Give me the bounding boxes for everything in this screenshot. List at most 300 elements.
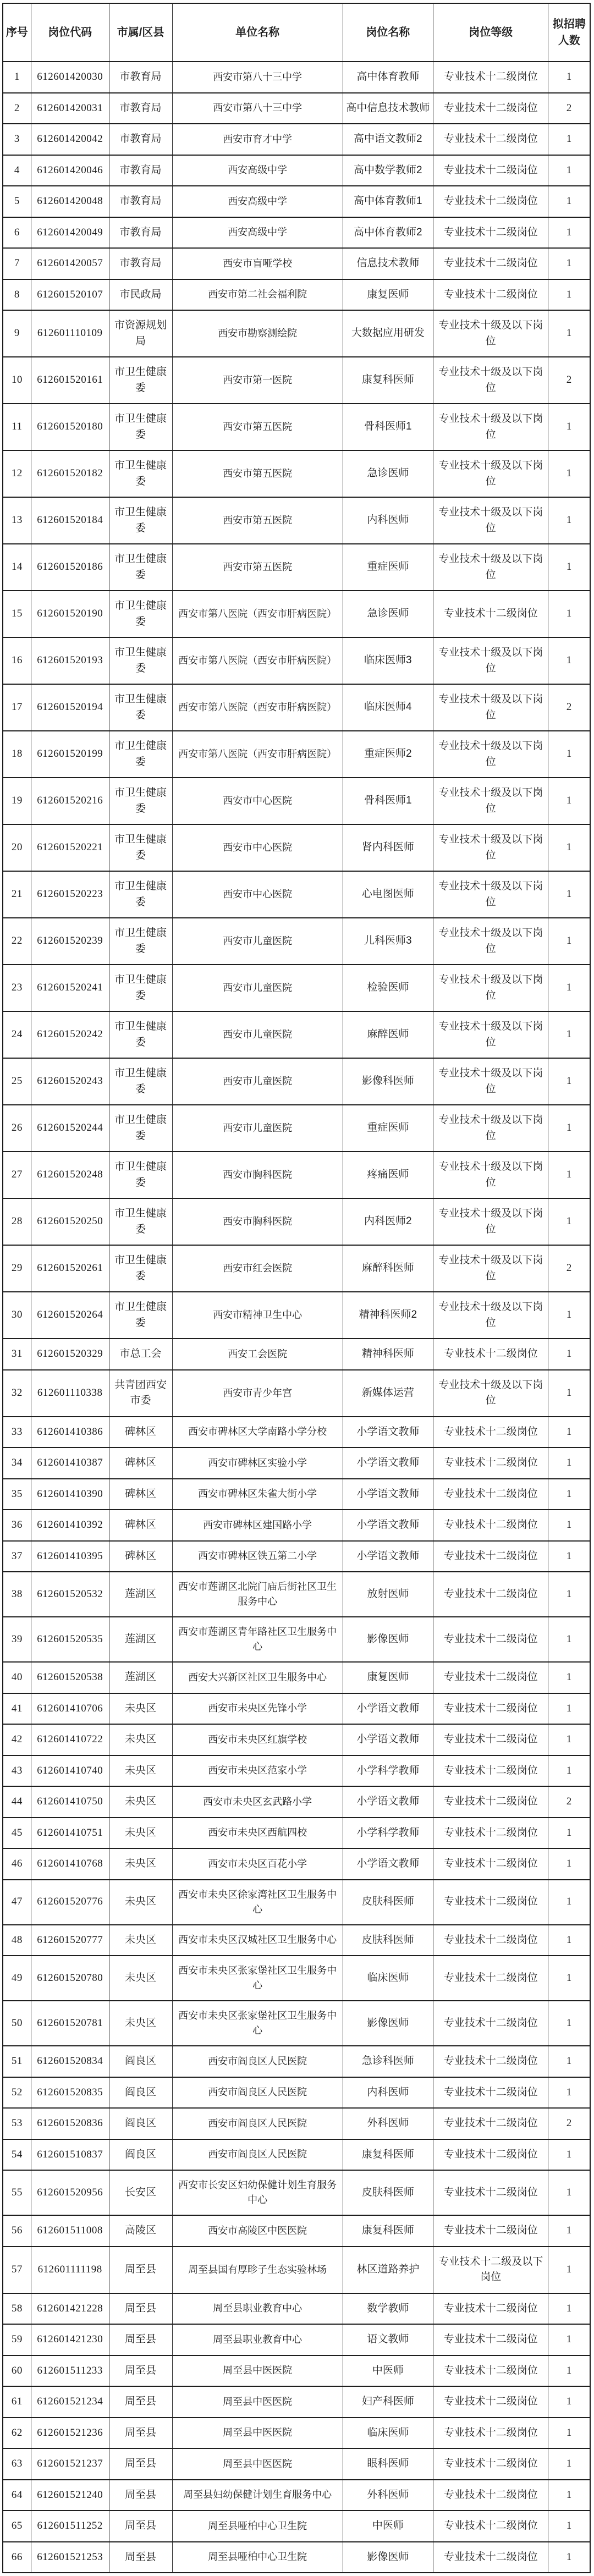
level-cell: 专业技术十二级岗位 [433,1510,548,1541]
unit-cell: 周至县中医医院 [172,2448,343,2480]
level-cell: 专业技术十二级岗位 [433,1956,548,2001]
unit-cell: 西安市勘察测绘院 [172,310,343,357]
district-cell: 周至县 [109,2511,172,2542]
level-cell: 专业技术十二级岗位 [433,2448,548,2480]
level-cell: 专业技术十级及以下岗位 [433,1011,548,1058]
code-cell: 612601520538 [31,1662,109,1693]
level-cell: 专业技术十二级岗位 [433,1693,548,1725]
district-cell: 长安区 [109,2170,172,2215]
unit-cell: 西安工会医院 [172,1339,343,1370]
district-cell: 未央区 [109,1925,172,1956]
level-cell: 专业技术十二级岗位 [433,2386,548,2418]
unit-cell: 西安市阎良区人民医院 [172,2046,343,2077]
position-cell: 重症医师2 [343,731,433,778]
position-cell: 精神科医师 [343,1339,433,1370]
district-cell: 市卫生健康委 [109,544,172,591]
table-row [3,684,590,731]
table-row [3,637,590,684]
no-cell: 55 [3,2170,31,2215]
table-row [3,2542,590,2573]
count-cell: 1 [548,1956,590,2001]
no-cell: 2 [3,93,31,124]
count-cell: 1 [548,2448,590,2480]
no-cell: 13 [3,497,31,544]
no-cell: 40 [3,1662,31,1693]
position-cell: 小学语文教师 [343,1786,433,1818]
unit-cell: 周至县国有厚畛子生态实验林场 [172,2247,343,2293]
count-cell: 1 [548,1572,590,1617]
table-body [3,62,590,2573]
position-cell: 数学教师 [343,2293,433,2325]
level-cell: 专业技术十二级岗位 [433,2077,548,2109]
no-cell: 22 [3,918,31,965]
district-cell: 莲湖区 [109,1662,172,1693]
table-row [3,2448,590,2480]
no-cell: 52 [3,2077,31,2109]
district-cell: 莲湖区 [109,1617,172,1662]
level-cell: 专业技术十二级岗位 [433,1818,548,1849]
level-cell: 专业技术十二级岗位 [433,2108,548,2139]
count-cell: 1 [548,591,590,637]
code-cell: 612601410722 [31,1724,109,1755]
position-cell: 康复科医师 [343,2215,433,2247]
no-cell: 11 [3,404,31,450]
code-cell: 612601520244 [31,1105,109,1152]
no-cell: 33 [3,1417,31,1448]
code-cell: 612601520776 [31,1880,109,1925]
no-cell: 38 [3,1572,31,1617]
table-row [3,2046,590,2077]
district-cell: 高陵区 [109,2215,172,2247]
unit-cell: 西安市红会医院 [172,1245,343,1292]
unit-cell: 西安市胸科医院 [172,1152,343,1198]
no-cell: 12 [3,450,31,497]
table-row [3,279,590,311]
code-cell: 612601511233 [31,2355,109,2387]
district-cell: 市卫生健康委 [109,731,172,778]
code-cell: 612601410386 [31,1417,109,1448]
level-cell: 专业技术十级及以下岗位 [433,357,548,404]
district-cell: 市资源规划局 [109,310,172,357]
table-row [3,1198,590,1245]
no-cell: 16 [3,637,31,684]
count-cell: 1 [548,310,590,357]
district-cell: 市卫生健康委 [109,918,172,965]
code-cell: 612601520184 [31,497,109,544]
code-cell: 612601520199 [31,731,109,778]
unit-cell: 西安市莲湖区北院门庙后街社区卫生服务中心 [172,1572,343,1617]
district-cell: 市卫生健康委 [109,357,172,404]
no-cell: 59 [3,2324,31,2355]
district-cell: 市卫生健康委 [109,871,172,918]
level-cell: 专业技术十级及以下岗位 [433,1370,548,1417]
count-cell: 1 [548,2355,590,2387]
count-cell: 1 [548,1011,590,1058]
table-row [3,2480,590,2511]
code-cell: 612601520161 [31,357,109,404]
district-cell: 市卫生健康委 [109,591,172,637]
district-cell: 碑林区 [109,1510,172,1541]
table-row [3,2324,590,2355]
code-cell: 612601410768 [31,1848,109,1880]
table-row [3,1245,590,1292]
code-cell: 612601520329 [31,1339,109,1370]
level-cell: 专业技术十二级及以下岗位 [433,2247,548,2293]
level-cell: 专业技术十二级岗位 [433,1786,548,1818]
position-cell: 影像医师 [343,1617,433,1662]
district-cell: 未央区 [109,1848,172,1880]
count-cell: 1 [548,637,590,684]
position-cell: 皮肤科医师 [343,1925,433,1956]
unit-cell: 西安市未央区玄武路小学 [172,1786,343,1818]
table-row [3,871,590,918]
table-row [3,1541,590,1572]
no-cell: 28 [3,1198,31,1245]
count-cell: 1 [548,1105,590,1152]
unit-cell: 西安市莲湖区青年路社区卫生服务中心 [172,1617,343,1662]
code-cell: 612601420031 [31,93,109,124]
position-cell: 内科医师 [343,497,433,544]
position-cell: 高中信息技术教师 [343,93,433,124]
code-cell: 612601520190 [31,591,109,637]
unit-cell: 西安市碑林区建国路小学 [172,1510,343,1541]
table-row [3,1105,590,1152]
no-cell: 45 [3,1818,31,1849]
table-row [3,310,590,357]
count-cell: 1 [548,2293,590,2325]
no-cell: 39 [3,1617,31,1662]
unit-cell: 西安市阎良区人民医院 [172,2108,343,2139]
code-cell: 612601410392 [31,1510,109,1541]
district-cell: 碑林区 [109,1447,172,1479]
level-cell: 专业技术十二级岗位 [433,279,548,311]
unit-cell: 周至县妇幼保健计划生育服务中心 [172,2480,343,2511]
unit-cell: 西安市阎良区人民医院 [172,2077,343,2109]
unit-cell: 西安市儿童医院 [172,1105,343,1152]
level-cell: 专业技术十二级岗位 [433,2511,548,2542]
unit-cell: 西安市中心医院 [172,778,343,824]
count-cell: 1 [548,1662,590,1693]
table-row [3,2247,590,2293]
level-cell: 专业技术十级及以下岗位 [433,731,548,778]
table-row [3,544,590,591]
table-row [3,1058,590,1105]
code-cell: 612601521240 [31,2480,109,2511]
table-row [3,2077,590,2109]
level-cell: 专业技术十二级岗位 [433,2293,548,2325]
position-cell: 小学科学教师 [343,1818,433,1849]
position-cell: 骨科医师1 [343,778,433,824]
level-cell: 专业技术十二级岗位 [433,1479,548,1510]
unit-cell: 西安市第五医院 [172,497,343,544]
unit-cell: 西安市碑林区大学南路小学分校 [172,1417,343,1448]
level-cell: 专业技术十级及以下岗位 [433,1152,548,1198]
unit-cell: 西安市第五医院 [172,404,343,450]
code-cell: 612601520781 [31,2001,109,2046]
table-row [3,1479,590,1510]
level-cell: 专业技术十级及以下岗位 [433,918,548,965]
code-cell: 612601110338 [31,1370,109,1417]
position-cell: 皮肤科医师 [343,2170,433,2215]
level-cell: 专业技术十二级岗位 [433,155,548,186]
position-cell: 急诊科医师 [343,2046,433,2077]
code-cell: 612601410751 [31,1818,109,1849]
count-cell: 1 [548,1058,590,1105]
level-cell: 专业技术十二级岗位 [433,2001,548,2046]
no-cell: 6 [3,217,31,249]
no-cell: 30 [3,1292,31,1339]
unit-cell: 西安市第五医院 [172,450,343,497]
table-row [3,2108,590,2139]
code-cell: 612601520186 [31,544,109,591]
unit-cell: 西安市儿童医院 [172,965,343,1011]
no-cell: 66 [3,2542,31,2573]
district-cell: 市卫生健康委 [109,778,172,824]
level-cell: 专业技术十级及以下岗位 [433,1292,548,1339]
count-cell: 1 [548,1617,590,1662]
table-row [3,2418,590,2449]
code-cell: 612601410740 [31,1755,109,1787]
count-cell: 1 [548,248,590,279]
table-row [3,778,590,824]
unit-cell: 西安市未央区西航四校 [172,1818,343,1849]
no-cell: 21 [3,871,31,918]
unit-cell: 周至县职业教育中心 [172,2293,343,2325]
district-cell: 未央区 [109,1818,172,1849]
count-cell: 2 [548,2108,590,2139]
position-cell: 小学科学教师 [343,1755,433,1787]
position-cell: 新媒体运营 [343,1370,433,1417]
district-cell: 市卫生健康委 [109,1058,172,1105]
position-cell: 小学语文教师 [343,1510,433,1541]
no-cell: 4 [3,155,31,186]
district-cell: 市卫生健康委 [109,1011,172,1058]
position-cell: 麻醉科医师 [343,1245,433,1292]
district-cell: 市卫生健康委 [109,497,172,544]
level-cell: 专业技术十级及以下岗位 [433,965,548,1011]
header-count: 拟招聘人数 [548,3,590,62]
count-cell: 1 [548,1479,590,1510]
unit-cell: 周至县哑柏中心卫生院 [172,2542,343,2573]
table-row [3,1818,590,1849]
district-cell: 市民政局 [109,279,172,311]
level-cell: 专业技术十级及以下岗位 [433,310,548,357]
level-cell: 专业技术十二级岗位 [433,217,548,249]
count-cell: 1 [548,2215,590,2247]
table-row [3,918,590,965]
position-cell: 小学语文教师 [343,1479,433,1510]
level-cell: 专业技术十二级岗位 [433,2324,548,2355]
no-cell: 35 [3,1479,31,1510]
level-cell: 专业技术十二级岗位 [433,1848,548,1880]
unit-cell: 西安市未央区徐家湾社区卫生服务中心 [172,1880,343,1925]
code-cell: 612601520777 [31,1925,109,1956]
header-district: 市属/区县 [109,3,172,62]
code-cell: 612601520107 [31,279,109,311]
no-cell: 36 [3,1510,31,1541]
no-cell: 24 [3,1011,31,1058]
level-cell: 专业技术十二级岗位 [433,1339,548,1370]
position-cell: 重症医师 [343,1105,433,1152]
district-cell: 周至县 [109,2355,172,2387]
code-cell: 612601410390 [31,1479,109,1510]
unit-cell: 西安市育才中学 [172,124,343,155]
count-cell: 1 [548,2324,590,2355]
district-cell: 周至县 [109,2293,172,2325]
no-cell: 29 [3,1245,31,1292]
no-cell: 58 [3,2293,31,2325]
position-cell: 康复医师 [343,1662,433,1693]
position-cell: 小学语文教师 [343,1693,433,1725]
count-cell: 1 [548,2139,590,2171]
unit-cell: 西安市碑林区实验小学 [172,1447,343,1479]
count-cell: 1 [548,279,590,311]
level-cell: 专业技术十二级岗位 [433,93,548,124]
unit-cell: 西安市中心医院 [172,871,343,918]
level-cell: 专业技术十级及以下岗位 [433,684,548,731]
level-cell: 专业技术十二级岗位 [433,2542,548,2573]
district-cell: 阎良区 [109,2139,172,2171]
district-cell: 周至县 [109,2448,172,2480]
header-code: 岗位代码 [31,3,109,62]
count-cell: 1 [548,62,590,93]
unit-cell: 西安市第二社会福利院 [172,279,343,311]
code-cell: 612601520223 [31,871,109,918]
count-cell: 2 [548,357,590,404]
table-row [3,824,590,871]
district-cell: 市卫生健康委 [109,965,172,1011]
count-cell: 1 [548,1510,590,1541]
district-cell: 市教育局 [109,62,172,93]
unit-cell: 西安市第八医院（西安市肝病医院） [172,591,343,637]
position-cell: 小学语文教师 [343,1724,433,1755]
count-cell: 1 [548,450,590,497]
code-cell: 612601420046 [31,155,109,186]
code-cell: 612601511252 [31,2511,109,2542]
level-cell: 专业技术十二级岗位 [433,2418,548,2449]
count-cell: 1 [548,497,590,544]
code-cell: 612601520834 [31,2046,109,2077]
position-cell: 高中体育教师1 [343,186,433,217]
table-row [3,1925,590,1956]
table-row [3,1572,590,1617]
district-cell: 莲湖区 [109,1572,172,1617]
position-cell: 心电图医师 [343,871,433,918]
level-cell: 专业技术十级及以下岗位 [433,824,548,871]
unit-cell: 西安市未央区张家堡社区卫生服务中心 [172,2001,343,2046]
unit-cell: 西安市碑林区朱雀大街小学 [172,1479,343,1510]
count-cell: 1 [548,1198,590,1245]
code-cell: 612601520216 [31,778,109,824]
code-cell: 612601520243 [31,1058,109,1105]
district-cell: 阎良区 [109,2077,172,2109]
position-cell: 内科医师2 [343,1198,433,1245]
position-cell: 小学语文教师 [343,1848,433,1880]
level-cell: 专业技术十级及以下岗位 [433,1105,548,1152]
position-cell: 林区道路养护 [343,2247,433,2293]
level-cell: 专业技术十二级岗位 [433,1662,548,1693]
count-cell: 1 [548,2170,590,2215]
level-cell: 专业技术十级及以下岗位 [433,497,548,544]
unit-cell: 西安市未央区汉城社区卫生服务中心 [172,1925,343,1956]
no-cell: 18 [3,731,31,778]
level-cell: 专业技术十二级岗位 [433,1617,548,1662]
no-cell: 19 [3,778,31,824]
district-cell: 市卫生健康委 [109,450,172,497]
no-cell: 60 [3,2355,31,2387]
no-cell: 32 [3,1370,31,1417]
code-cell: 612601521234 [31,2386,109,2418]
count-cell: 1 [548,871,590,918]
district-cell: 阎良区 [109,2108,172,2139]
level-cell: 专业技术十级及以下岗位 [433,637,548,684]
position-cell: 放射医师 [343,1572,433,1617]
unit-cell: 周至县中医医院 [172,2386,343,2418]
no-cell: 65 [3,2511,31,2542]
position-cell: 小学语文教师 [343,1417,433,1448]
count-cell: 1 [548,731,590,778]
district-cell: 周至县 [109,2324,172,2355]
table-row [3,217,590,249]
code-cell: 612601110109 [31,310,109,357]
level-cell: 专业技术十级及以下岗位 [433,544,548,591]
no-cell: 15 [3,591,31,637]
position-cell: 康复科医师 [343,357,433,404]
unit-cell: 西安市未央区先锋小学 [172,1693,343,1725]
level-cell: 专业技术十级及以下岗位 [433,1058,548,1105]
header-position: 岗位名称 [343,3,433,62]
header-serial: 序号 [3,3,31,62]
unit-cell: 西安市第八医院（西安市肝病医院） [172,637,343,684]
district-cell: 市教育局 [109,124,172,155]
unit-cell: 西安市儿童医院 [172,918,343,965]
code-cell: 612601111198 [31,2247,109,2293]
unit-cell: 西安高级中学 [172,217,343,249]
count-cell: 1 [548,1925,590,1956]
no-cell: 50 [3,2001,31,2046]
table-row [3,1510,590,1541]
level-cell: 专业技术十二级岗位 [433,1447,548,1479]
table-row [3,124,590,155]
district-cell: 市卫生健康委 [109,1245,172,1292]
level-cell: 专业技术十二级岗位 [433,1755,548,1787]
district-cell: 市总工会 [109,1339,172,1370]
count-cell: 1 [548,965,590,1011]
level-cell: 专业技术十二级岗位 [433,2139,548,2171]
code-cell: 612601520241 [31,965,109,1011]
code-cell: 612601520193 [31,637,109,684]
count-cell: 1 [548,1339,590,1370]
table-row [3,2170,590,2215]
no-cell: 9 [3,310,31,357]
level-cell: 专业技术十二级岗位 [433,2046,548,2077]
count-cell: 1 [548,1755,590,1787]
position-cell: 康复科医师 [343,2139,433,2171]
header-level: 岗位等级 [433,3,548,62]
count-cell: 1 [548,824,590,871]
position-cell: 儿科医师3 [343,918,433,965]
no-cell: 51 [3,2046,31,2077]
level-cell: 专业技术十级及以下岗位 [433,871,548,918]
district-cell: 市卫生健康委 [109,684,172,731]
table-row [3,1339,590,1370]
unit-cell: 西安市儿童医院 [172,1011,343,1058]
table-row [3,155,590,186]
table-row [3,450,590,497]
count-cell: 2 [548,1786,590,1818]
position-cell: 中医师 [343,2511,433,2542]
table-row [3,965,590,1011]
